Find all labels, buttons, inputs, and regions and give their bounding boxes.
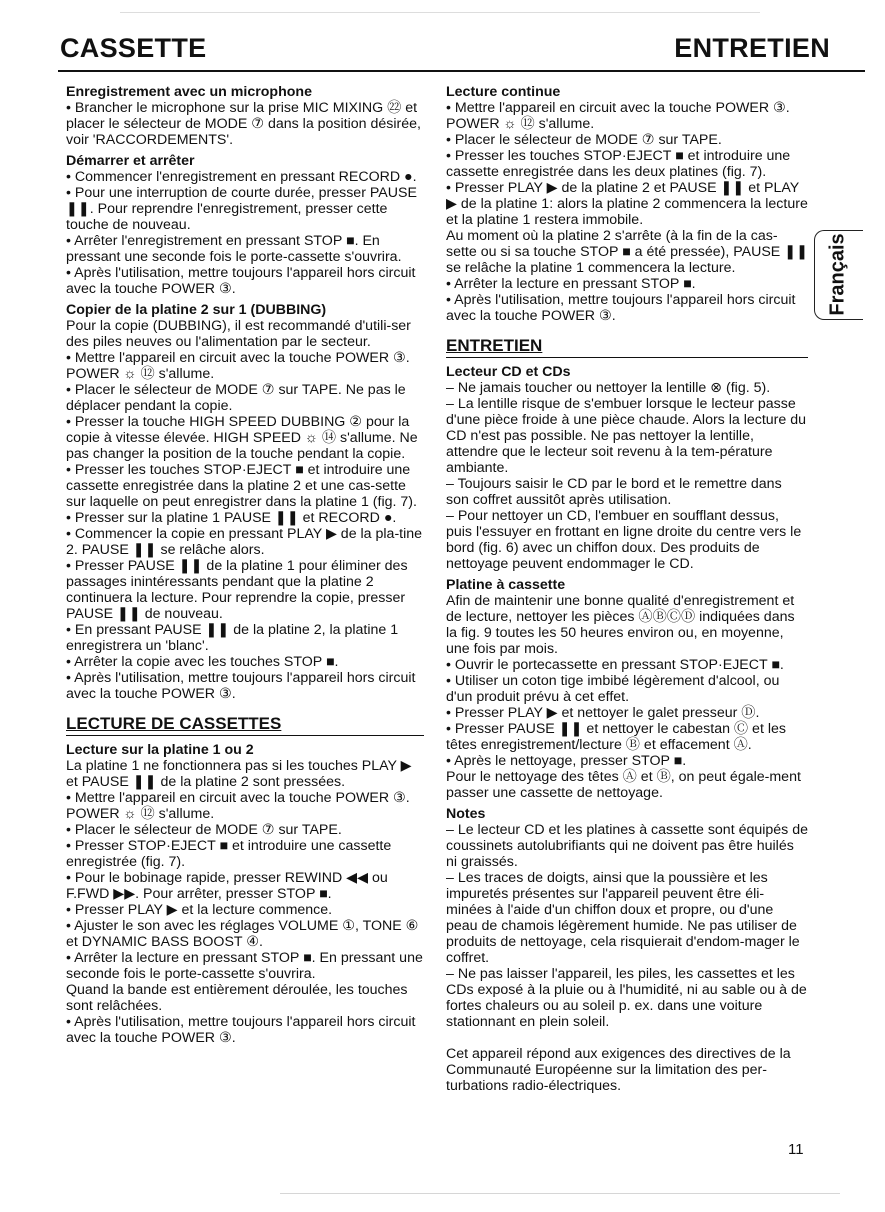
section-title-lecture: LECTURE DE CASSETTES: [66, 716, 424, 736]
paragraph: Au moment où la platine 2 s'arrête (à la fin de la cas-sette ou si sa touche STOP ■ a été pressée), PAUSE ❚❚ se relâche la platine 1 commencera la lecture.: [446, 228, 808, 276]
paragraph: • En pressant PAUSE ❚❚ de la platine 2, la platine 1 enregistrera un 'blanc'.: [66, 622, 399, 654]
paragraph: • Pour le bobinage rapide, presser REWIND ◀◀ ou F.FWD ▶▶. Pour arrêter, presser STOP ■.: [66, 870, 388, 902]
section-title-entretien: ENTRETIEN: [446, 338, 808, 358]
paragraph: • Presser PAUSE ❚❚ de la platine 1 pour éliminer des passages inintéressants pendant que la platine 2 continuera la lecture. Pour reprendre la copie, presser PAUSE ❚❚ de nouveau.: [66, 558, 408, 622]
paragraph: • Placer le sélecteur de MODE ⑦ sur TAPE.: [446, 132, 722, 148]
header-rule: [58, 70, 865, 72]
closing-statement: Cet appareil répond aux exigences des directives de la Communauté Européenne sur la limitation des per-turbations radio-électriques.: [446, 1046, 791, 1094]
paragraph: • Placer le sélecteur de MODE ⑦ sur TAPE.: [66, 822, 342, 838]
paragraph: • Après l'utilisation, mettre toujours l'appareil hors circuit avec la touche POWER ③.: [66, 670, 416, 702]
paragraph: • Arrêter la copie avec les touches STOP ■.: [66, 654, 339, 670]
paragraph: • Arrêter l'enregistrement en pressant STOP ■. En pressant une seconde fois le porte-cassette s'ouvrira.: [66, 233, 402, 265]
right-column: [446, 84, 808, 1094]
paragraph: – Pour nettoyer un CD, l'embuer en soufflant dessus, puis l'essuyer en frottant en ligne droite du centre vers le bord (fig. 6) avec un chiffon doux. Des produits de nettoyage peuvent endommager le CD.: [446, 508, 802, 572]
paragraph: • Presser les touches STOP·EJECT ■ et introduire une cassette enregistrée dans la platine 2 et une cas-sette sur laquelle on peut enregistrer dans la platine 1 (fig. 7).: [66, 462, 417, 510]
paragraph: • Ajuster le son avec les réglages VOLUME ①, TONE ⑥ et DYNAMIC BASS BOOST ④.: [66, 918, 419, 950]
paragraph: • Mettre l'appareil en circuit avec la touche POWER ③. POWER ☼ ⑫ s'allume.: [66, 350, 410, 382]
paragraph: • Ouvrir le portecassette en pressant STOP·EJECT ■.: [446, 657, 784, 673]
paragraph: • Presser PAUSE ❚❚ et nettoyer le cabestan Ⓒ et les têtes enregistrement/lecture Ⓑ et effacement Ⓐ.: [446, 721, 786, 753]
paragraph: • Après le nettoyage, presser STOP ■.: [446, 753, 687, 769]
paragraph: • Arrêter la lecture en pressant STOP ■.: [446, 276, 696, 292]
paragraph: – Ne pas laisser l'appareil, les piles, les cassettes et les CDs exposé à la pluie ou à l'humidité, ni au sable ou à de fortes chaleurs ou au soleil p. ex. dans une voiture stationnant en plein soleil.: [446, 966, 807, 1030]
paragraph: • Presser PLAY ▶ et nettoyer le galet presseur Ⓓ.: [446, 705, 760, 721]
paragraph: • Commencer la copie en pressant PLAY ▶ de la pla-tine 2. PAUSE ❚❚ se relâche alors.: [66, 526, 423, 558]
paragraph: – Les traces de doigts, ainsi que la poussière et les impuretés présentes sur l'appareil peuvent être éli-minées à l'aide d'un chiffon doux et propre, ou d'une peau de chamois légèrement humide. Ne pas utiliser de produits de nettoyage, cela risquierait d'endom-mager le coffret.: [446, 870, 800, 966]
paragraph: • Après l'utilisation, mettre toujours l'appareil hors circuit avec la touche POWER ③.: [66, 1014, 416, 1046]
paragraph: Pour le nettoyage des têtes Ⓐ et Ⓑ, on peut égale-ment passer une cassette de nettoyage.: [446, 769, 801, 801]
paragraph: • Après l'utilisation, mettre toujours l'appareil hors circuit avec la touche POWER ③.: [66, 265, 416, 297]
header-title-entretien: ENTRETIEN: [674, 33, 830, 63]
paragraph: • Commencer l'enregistrement en pressant RECORD ●.: [66, 169, 417, 185]
paragraph: • Utiliser un coton tige imbibé légèrement d'alcool, ou d'un produit prévu à cet effet.: [446, 673, 780, 705]
paragraph: La platine 1 ne fonctionnera pas si les touches PLAY ▶ et PAUSE ❚❚ de la platine 2 sont pressées.: [66, 758, 412, 790]
paragraph: – Le lecteur CD et les platines à cassette sont équipés de coussinets autolubrifiants qui ne doivent pas être huilés ni graissés.: [446, 822, 808, 870]
paragraph: • Presser sur la platine 1 PAUSE ❚❚ et RECORD ●.: [66, 510, 397, 526]
paragraph: • Placer le sélecteur de MODE ⑦ sur TAPE. Ne pas le déplacer pendant la copie.: [66, 382, 406, 414]
paragraph: – Ne jamais toucher ou nettoyer la lentille ⊗ (fig. 5).: [446, 380, 771, 396]
paragraph: Afin de maintenir une bonne qualité d'enregistrement et de lecture, nettoyer les pièces ⒶⒷⒸⒹ indiquées dans la fig. 9 toutes les 50 heures environ ou, en moyenne, une fois par mois.: [446, 593, 795, 657]
paragraph: • Presser les touches STOP·EJECT ■ et introduire une cassette enregistrée dans les deux platines (fig. 7).: [446, 148, 791, 180]
paragraph: • Presser PLAY ▶ de la platine 2 et PAUSE ❚❚ et PLAY ▶ de la platine 1: alors la platine 2 commencera la lecture et la platine 1 restera immobile.: [446, 180, 808, 228]
paragraph: • Brancher le microphone sur la prise MIC MIXING ㉒ et placer le sélecteur de MODE ⑦ dans la position désirée, voir 'RACCORDEMENTS'.: [66, 100, 421, 148]
heading-continuous-playback: Lecture continue: [446, 84, 561, 100]
paragraph: • Presser la touche HIGH SPEED DUBBING ② pour la copie à vitesse élevée. HIGH SPEED ☼ ⑭ s'allume. Ne pas changer la position de la touche pendant la copie.: [66, 414, 418, 462]
heading-cd-player: Lecteur CD et CDs: [446, 364, 571, 380]
paragraph: • Mettre l'appareil en circuit avec la touche POWER ③. POWER ☼ ⑫ s'allume.: [446, 100, 790, 132]
left-column: [66, 84, 424, 1046]
language-tab: [810, 226, 866, 322]
heading-microphone-recording: Enregistrement avec un microphone: [66, 84, 312, 100]
scan-artifact-top: [120, 12, 760, 13]
page-number: 11: [788, 1141, 804, 1158]
paragraph: Quand la bande est entièrement déroulée, les touches sont relâchées.: [66, 982, 408, 1014]
heading-cassette-deck: Platine à cassette: [446, 577, 566, 593]
paragraph: Pour la copie (DUBBING), il est recommandé d'utili-ser des piles neuves ou l'alimentation par le secteur.: [66, 318, 411, 350]
heading-dubbing: Copier de la platine 2 sur 1 (DUBBING): [66, 302, 327, 318]
heading-notes: Notes: [446, 806, 486, 822]
paragraph: • Presser STOP·EJECT ■ et introduire une cassette enregistrée (fig. 7).: [66, 838, 392, 870]
heading-start-stop: Démarrer et arrêter: [66, 153, 195, 169]
paragraph: • Pour une interruption de courte durée, presser PAUSE ❚❚. Pour reprendre l'enregistrement, presser cette touche de nouveau.: [66, 185, 417, 233]
paragraph: • Après l'utilisation, mettre toujours l'appareil hors circuit avec la touche POWER ③.: [446, 292, 796, 324]
paragraph: – La lentille risque de s'embuer lorsque le lecteur passe d'une pièce froide à une pièce chaude. Alors la lecture du CD n'est pas possible. Ne pas nettoyer la lentille, attendre que le lecteur soit revenu à la tem-pérature ambiante.: [446, 396, 807, 476]
header-title-cassette: CASSETTE: [60, 33, 207, 63]
paragraph: • Arrêter la lecture en pressant STOP ■. En pressant une seconde fois le porte-cassette s'ouvrira.: [66, 950, 423, 982]
heading-playback: Lecture sur la platine 1 ou 2: [66, 742, 254, 758]
paragraph: • Presser PLAY ▶ et la lecture commence.: [66, 902, 333, 918]
scan-artifact-bottom: [280, 1193, 840, 1194]
paragraph: • Mettre l'appareil en circuit avec la touche POWER ③. POWER ☼ ⑫ s'allume.: [66, 790, 410, 822]
paragraph: – Toujours saisir le CD par le bord et le remettre dans son coffret aussitôt après utilisation.: [446, 476, 782, 508]
language-tab-label: Français: [826, 232, 849, 316]
